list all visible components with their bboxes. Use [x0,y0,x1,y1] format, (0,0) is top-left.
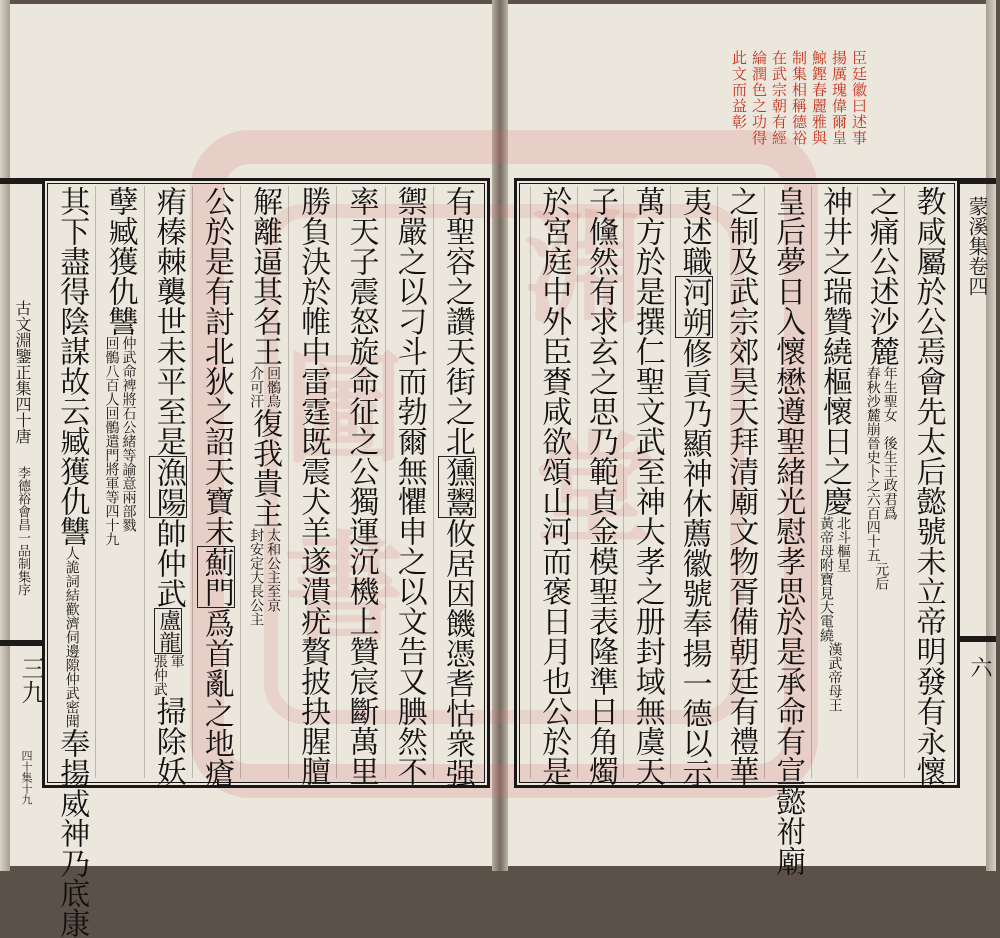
note-line: 封安定大長公主 [248,528,265,626]
text-column [672,186,715,788]
text-run: 勝負決於帷中雷霆既震犬羊遂潰疣贅披抉腥膻 [295,186,331,786]
note-line: 春秋沙麓崩 [864,366,881,436]
note-line: 軍 [168,654,185,668]
text-run: 神井之瑞贊繞樞懷日之慶 [816,186,852,516]
note-line: 黃帝母附寶見大電繞 [817,516,834,642]
annotation-column: 臣廷徽曰述事 [850,50,868,146]
annotation-column: 在武宗朝有經 [770,50,788,146]
boxed-place-name: 盧龍 [155,609,181,653]
fore-edge-bottom-label: 四十集十九 [20,750,33,805]
note-line: 人詭詞結歡濟伺邊隙仲武密聞 [63,546,80,728]
text-column [625,186,668,786]
annotation-column: 鯨鏗春麗雅與 [810,50,828,146]
right-binding-edge [986,0,996,871]
text-run: 公於是有討北狄之詔天寶末 [198,186,234,546]
interlinear-note [818,516,850,642]
text-run: 禦嚴之以刁斗而勃爾無懼申之以文告又腆然不 [391,186,427,786]
note-line: 漢武帝母王 [826,642,843,712]
annotation-column: 揚厲瑰偉爾皇 [830,50,848,146]
text-run: 皇后夢日入懷 [770,186,806,366]
fore-edge-band-bottom [0,640,42,646]
note-line: 張仲武 [151,654,168,696]
note-line: 介可汗 [248,366,265,408]
text-run: 攸居因饑憑㖈怙衆强 [439,518,475,788]
text-column [579,186,622,786]
text-run: 其下盡得陰謀故云臧獲仇讐 [54,186,90,546]
annotation-column: 此文而益彰 [730,50,748,130]
note-line: 太和公主至京 [265,528,282,612]
annotation-column: 制集相稱德裕 [790,50,808,146]
right-margin-number: 六 [967,656,992,678]
text-run: 教咸屬於公焉會先太后懿號未立帝明發有永懷 [910,186,946,786]
fore-edge-title: 古文淵鑒正集四十唐 [13,300,32,444]
note-line: 後生王政君爲 [881,436,898,520]
text-column [49,186,93,938]
right-margin-heading: 蒙溪集卷四 [965,196,989,296]
text-column [194,186,238,788]
text-run: 有聖容之讚天街之北 [439,186,475,456]
text-run: 帥仲武 [150,518,186,608]
text-run: 元后 [873,562,890,590]
interlinear-note [826,642,841,712]
fore-edge-subtitle: 李德裕會昌一品制集序 [15,466,30,596]
text-run: 懋遵聖緒光慰孝思於是承命有宣懿祔廟 [770,366,806,876]
text-run: 萬方於是撰仁聖文武至神大孝之册封域無虞天 [629,186,665,786]
interlinear-note [152,654,184,696]
left-binding-edge [0,0,10,871]
note-line: 仲武命裨將石公緒等諭意兩部戮 [120,336,137,532]
text-column [146,186,190,786]
interlinear-note [248,366,280,408]
text-run: 子儵然有求玄之思乃範貞金模聖表隆準日角燭 [582,186,618,786]
boxed-place-name: 漁陽 [150,457,186,517]
text-column [290,186,334,786]
text-run: 於宮庭中外臣賚咸欲頌山河而褒日月也公於是 [536,186,572,786]
text-column [859,186,902,778]
note-line: 回鶻八百人回鶻遣門將軍等四十九 [103,336,120,546]
text-column [435,186,479,788]
text-run: 痏榛棘襲世未平至是 [150,186,186,456]
text-run: 修貢乃顯神休薦徽號奉揚一德以示 [676,338,712,788]
text-column [906,186,949,786]
note-line: 北斗樞星 [834,516,851,572]
text-run: 掃除妖 [150,696,186,786]
text-column [766,186,809,876]
interlinear-note [865,366,897,436]
text-column [813,186,856,778]
text-column [242,186,286,778]
text-column [387,186,431,786]
boxed-place-name: 獯鬻 [439,457,475,517]
text-run: 爲首亂之地瘡 [198,608,234,788]
right-band-top [960,178,996,184]
fore-edge-band-top [0,178,42,184]
text-run: 奉揚威神乃底康 [54,728,90,938]
text-column [338,186,382,786]
interlinear-note [248,528,280,626]
boxed-place-name: 薊門 [198,547,234,607]
interlinear-note [865,436,897,562]
text-run: 孽臧獲仇讐 [102,186,138,336]
fore-edge-page-number: 三九 [17,656,45,704]
interlinear-note [103,336,135,546]
note-line: 回鶻烏 [265,366,282,408]
text-column [719,186,762,786]
text-run: 復我貴主 [247,408,283,528]
text-run: 夷述職 [676,186,712,276]
note-line: 年生聖女 [881,366,898,422]
annotation-column: 綸潤色之功得 [750,50,768,146]
text-run: 之制及武宗郊昊天拜清廟文物胥備朝廷有禮華 [723,186,759,786]
text-column [532,186,575,786]
boxed-place-name: 河朔 [676,277,712,337]
text-run: 之痛公述沙麓 [863,186,899,366]
right-band-bottom [960,636,996,642]
note-line: 晉史卜之六百四十五 [864,436,881,562]
interlinear-note [64,546,79,728]
book-gutter [492,0,508,871]
text-column [97,186,141,778]
text-run: 解離逼其名王 [247,186,283,366]
text-run: 率天子震怒旋命征之公獨運沉機上贊宸斷萬里 [343,186,379,786]
